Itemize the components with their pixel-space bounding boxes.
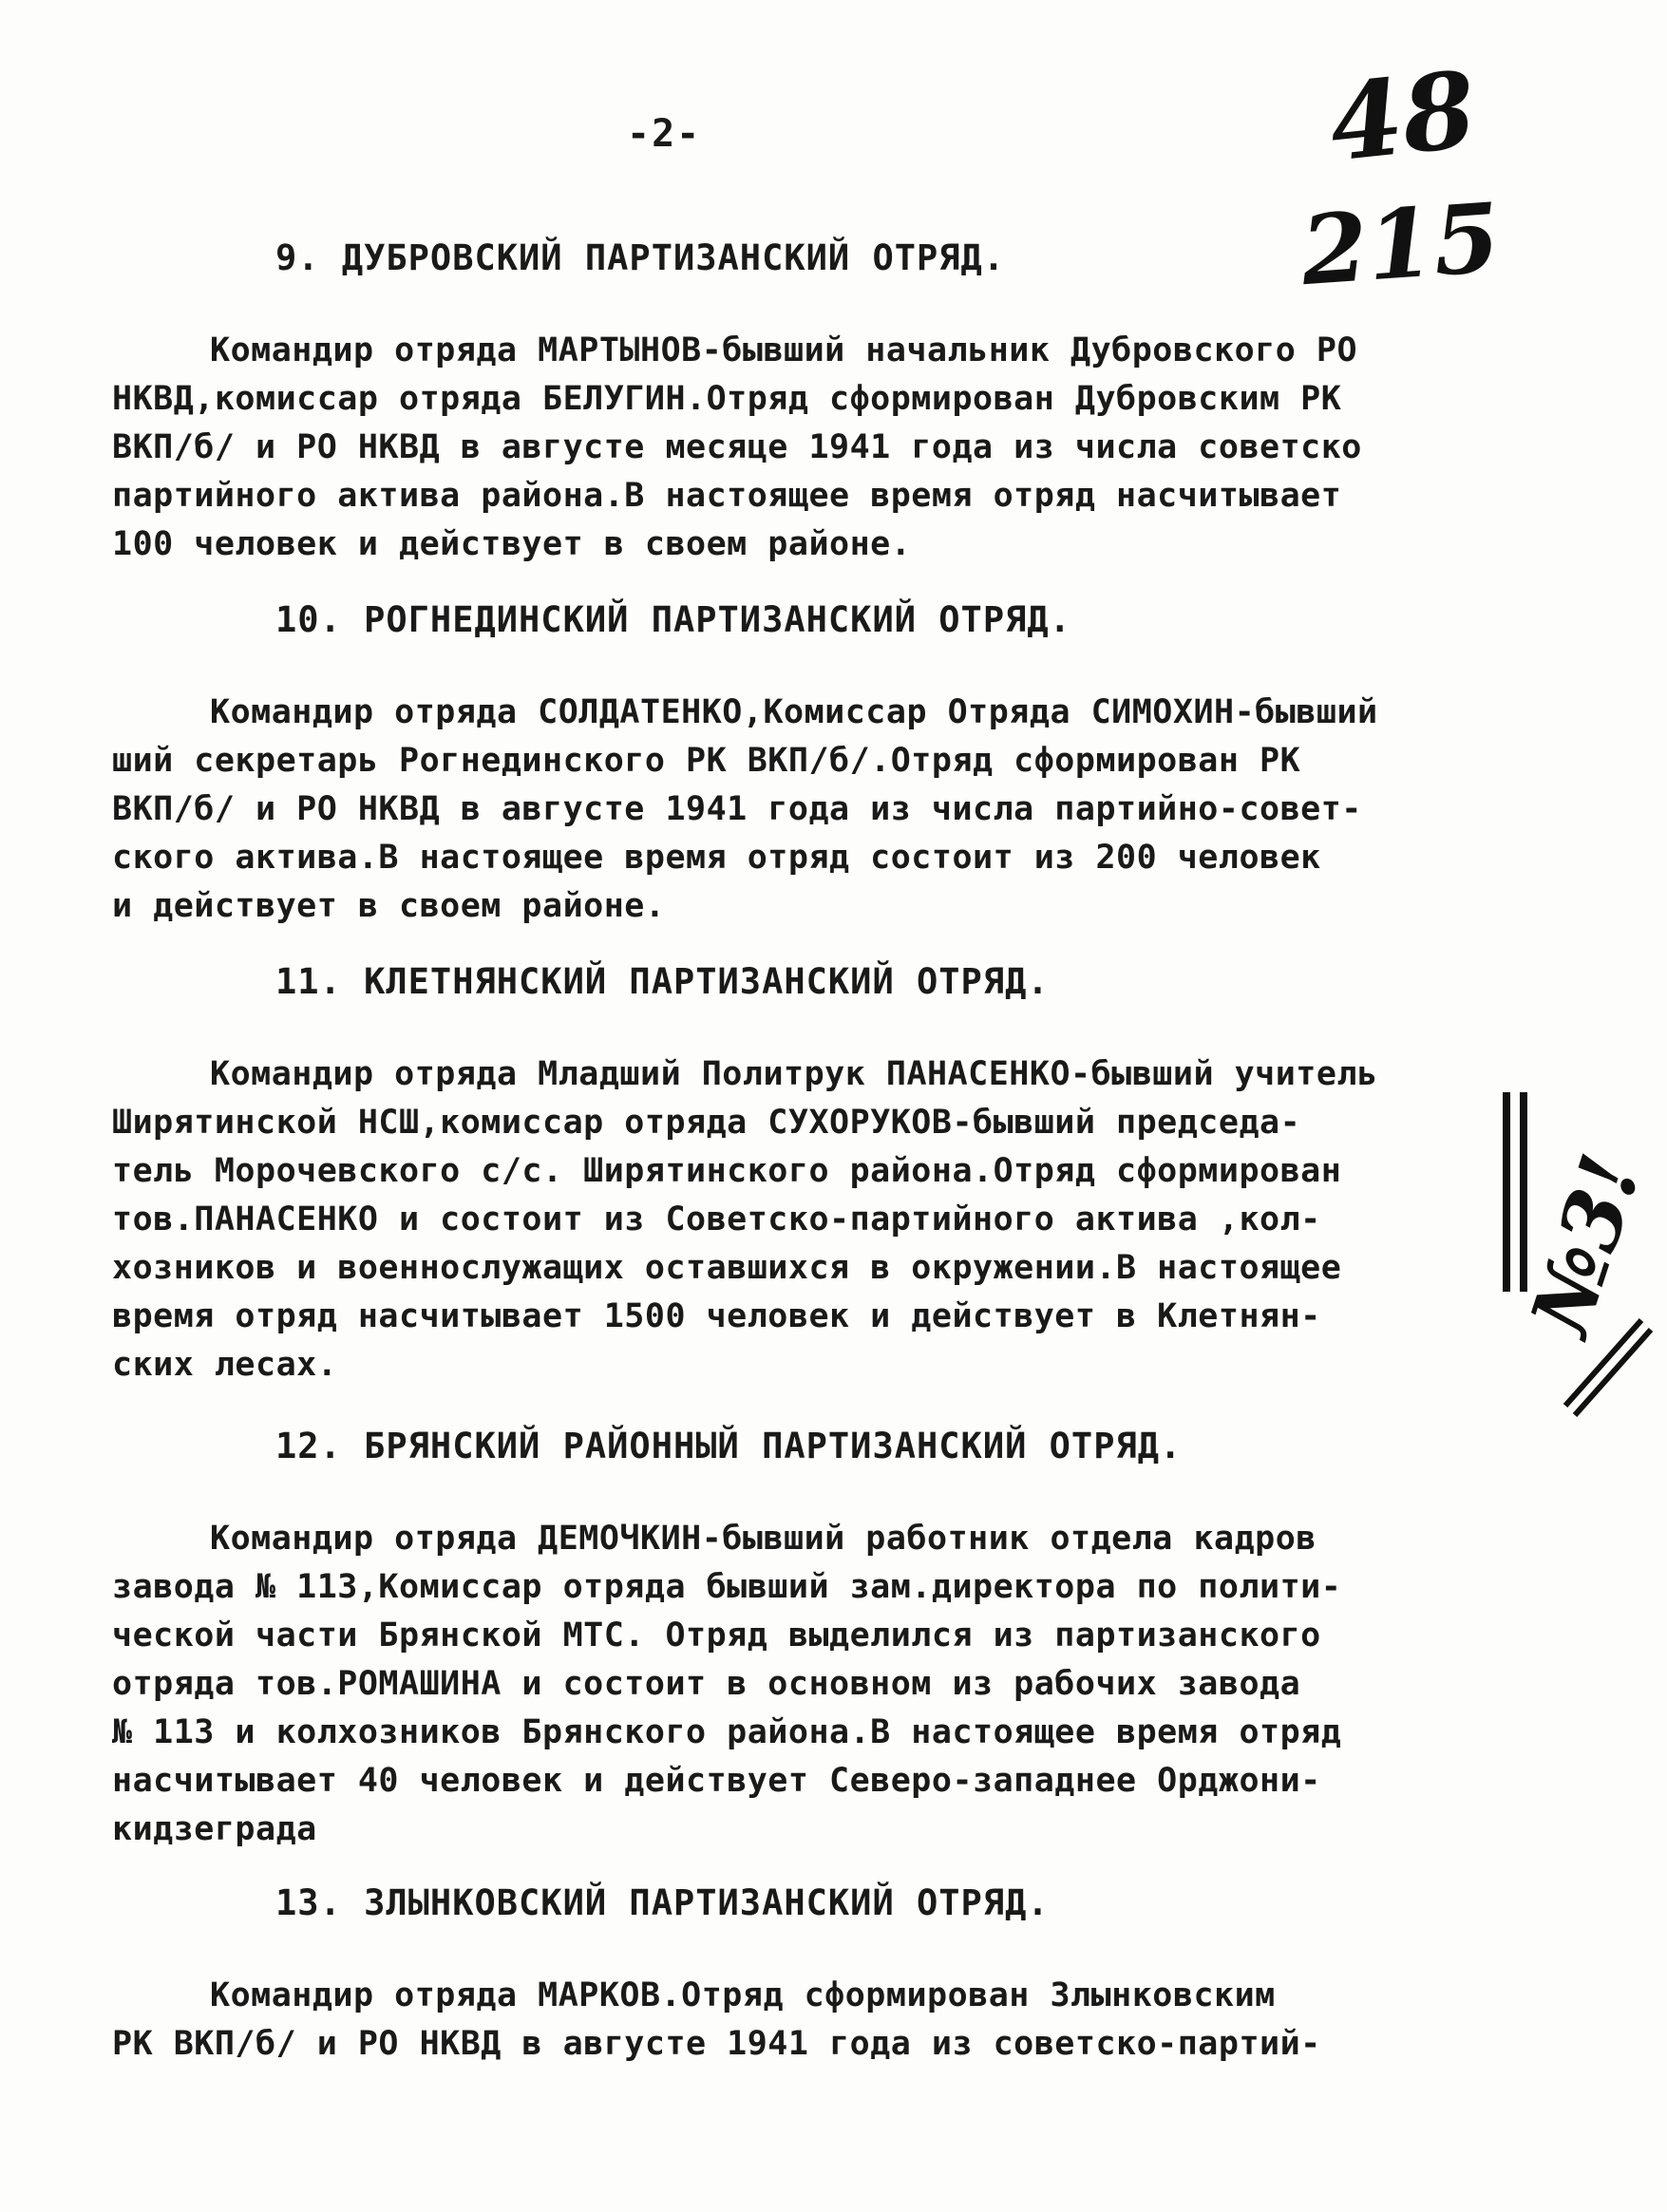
text-line: ВКП/б/ и РО НКВД в августе месяце 1941 года из числа советско [112,428,1362,466]
document-body [112,228,1480,2069]
section-text [112,327,1480,569]
section-12 [112,1416,1480,1854]
text-line: № 113 и колхозников Брянского района.В настоящее время отряд [112,1713,1342,1751]
text-line: Ширятинской НСШ,комиссар отряда СУХОРУКОВ-бывший председа- [112,1104,1301,1142]
text-line: НКВД,комиссар отряда БЕЛУГИН.Отряд сформирован Дубровским РК [112,380,1342,418]
text-line: Командир отряда Младший Политрук ПАНАСЕНКО-бывший учитель [210,1055,1378,1093]
archive-number-handwritten-top: 48 [1323,47,1482,185]
text-line: РК ВКП/б/ и РО НКВД в августе 1941 года из советско-партий- [112,2025,1321,2063]
handwritten-side-mark [1499,1092,1660,1434]
section-text [112,689,1480,931]
text-line: тов.ПАНАСЕНКО и состоит из Советско-партийного актива ,кол- [112,1201,1321,1238]
section-13 [112,1873,1480,2069]
text-line: партийного актива района.В настоящее время отряд насчитывает [112,477,1342,515]
archive-number-handwritten-bottom: 215 [1298,180,1504,308]
text-line: ческой части Брянской МТС. Отряд выделился из партизанского [112,1616,1321,1654]
section-heading: 12. БРЯНСКИЙ РАЙОННЫЙ ПАРТИЗАНСКИЙ ОТРЯД. [275,1426,1183,1466]
text-line: Командир отряда МАРТЫНОВ-бывший начальник Дубровского РО [210,331,1358,369]
text-line: Командир отряда ДЕМОЧКИН-бывший работник отдела кадров [210,1520,1317,1558]
text-line: ских лесах. [112,1346,338,1384]
text-line: ВКП/б/ и РО НКВД в августе 1941 года из числа партийно-совет- [112,790,1362,828]
section-heading: 9. ДУБРОВСКИЙ ПАРТИЗАНСКИЙ ОТРЯД. [275,237,1006,278]
page-number: -2- [627,112,702,156]
section-10 [112,590,1480,931]
section-text [112,1972,1480,2069]
text-line: тель Морочевского с/с. Ширятинского района.Отряд сформирован [112,1152,1342,1190]
section-11 [112,952,1480,1390]
text-line: кидзеграда [112,1810,317,1848]
section-heading: 13. ЗЛЫНКОВСКИЙ ПАРТИЗАНСКИЙ ОТРЯД. [275,1882,1050,1923]
text-line: ского актива.В настоящее время отряд состоит из 200 человек [112,839,1321,877]
section-text [112,1515,1480,1854]
side-mark-label: №3! [1512,1144,1660,1347]
text-line: отряда тов.РОМАШИНА и состоит в основном из рабочих завода [112,1665,1301,1703]
text-line: Командир отряда СОЛДАТЕНКО,Комиссар Отряда СИМОХИН-бывший [210,693,1378,731]
text-line: Командир отряда МАРКОВ.Отряд сформирован Злынковским [210,1976,1276,2014]
section-text [112,1050,1480,1390]
text-line: насчитывает 40 человек и действует Северо-западнее Орджони- [112,1762,1321,1800]
section-9 [112,228,1480,569]
text-line: завода № 113,Комиссар отряда бывший зам.директора по полити- [112,1568,1342,1606]
section-heading: 11. КЛЕТНЯНСКИЙ ПАРТИЗАНСКИЙ ОТРЯД. [275,961,1050,1002]
text-line: хозников и военнослужащих оставшихся в окружении.В настоящее [112,1249,1342,1287]
text-line: время отряд насчитывает 1500 человек и действует в Клетнян- [112,1297,1321,1335]
text-line: ший секретарь Рогнединского РК ВКП/б/.Отряд сформирован РК [112,742,1301,780]
text-line: и действует в своем районе. [112,887,666,925]
text-line: 100 человек и действует в своем районе. [112,525,912,563]
section-heading: 10. РОГНЕДИНСКИЙ ПАРТИЗАНСКИЙ ОТРЯД. [275,599,1071,640]
